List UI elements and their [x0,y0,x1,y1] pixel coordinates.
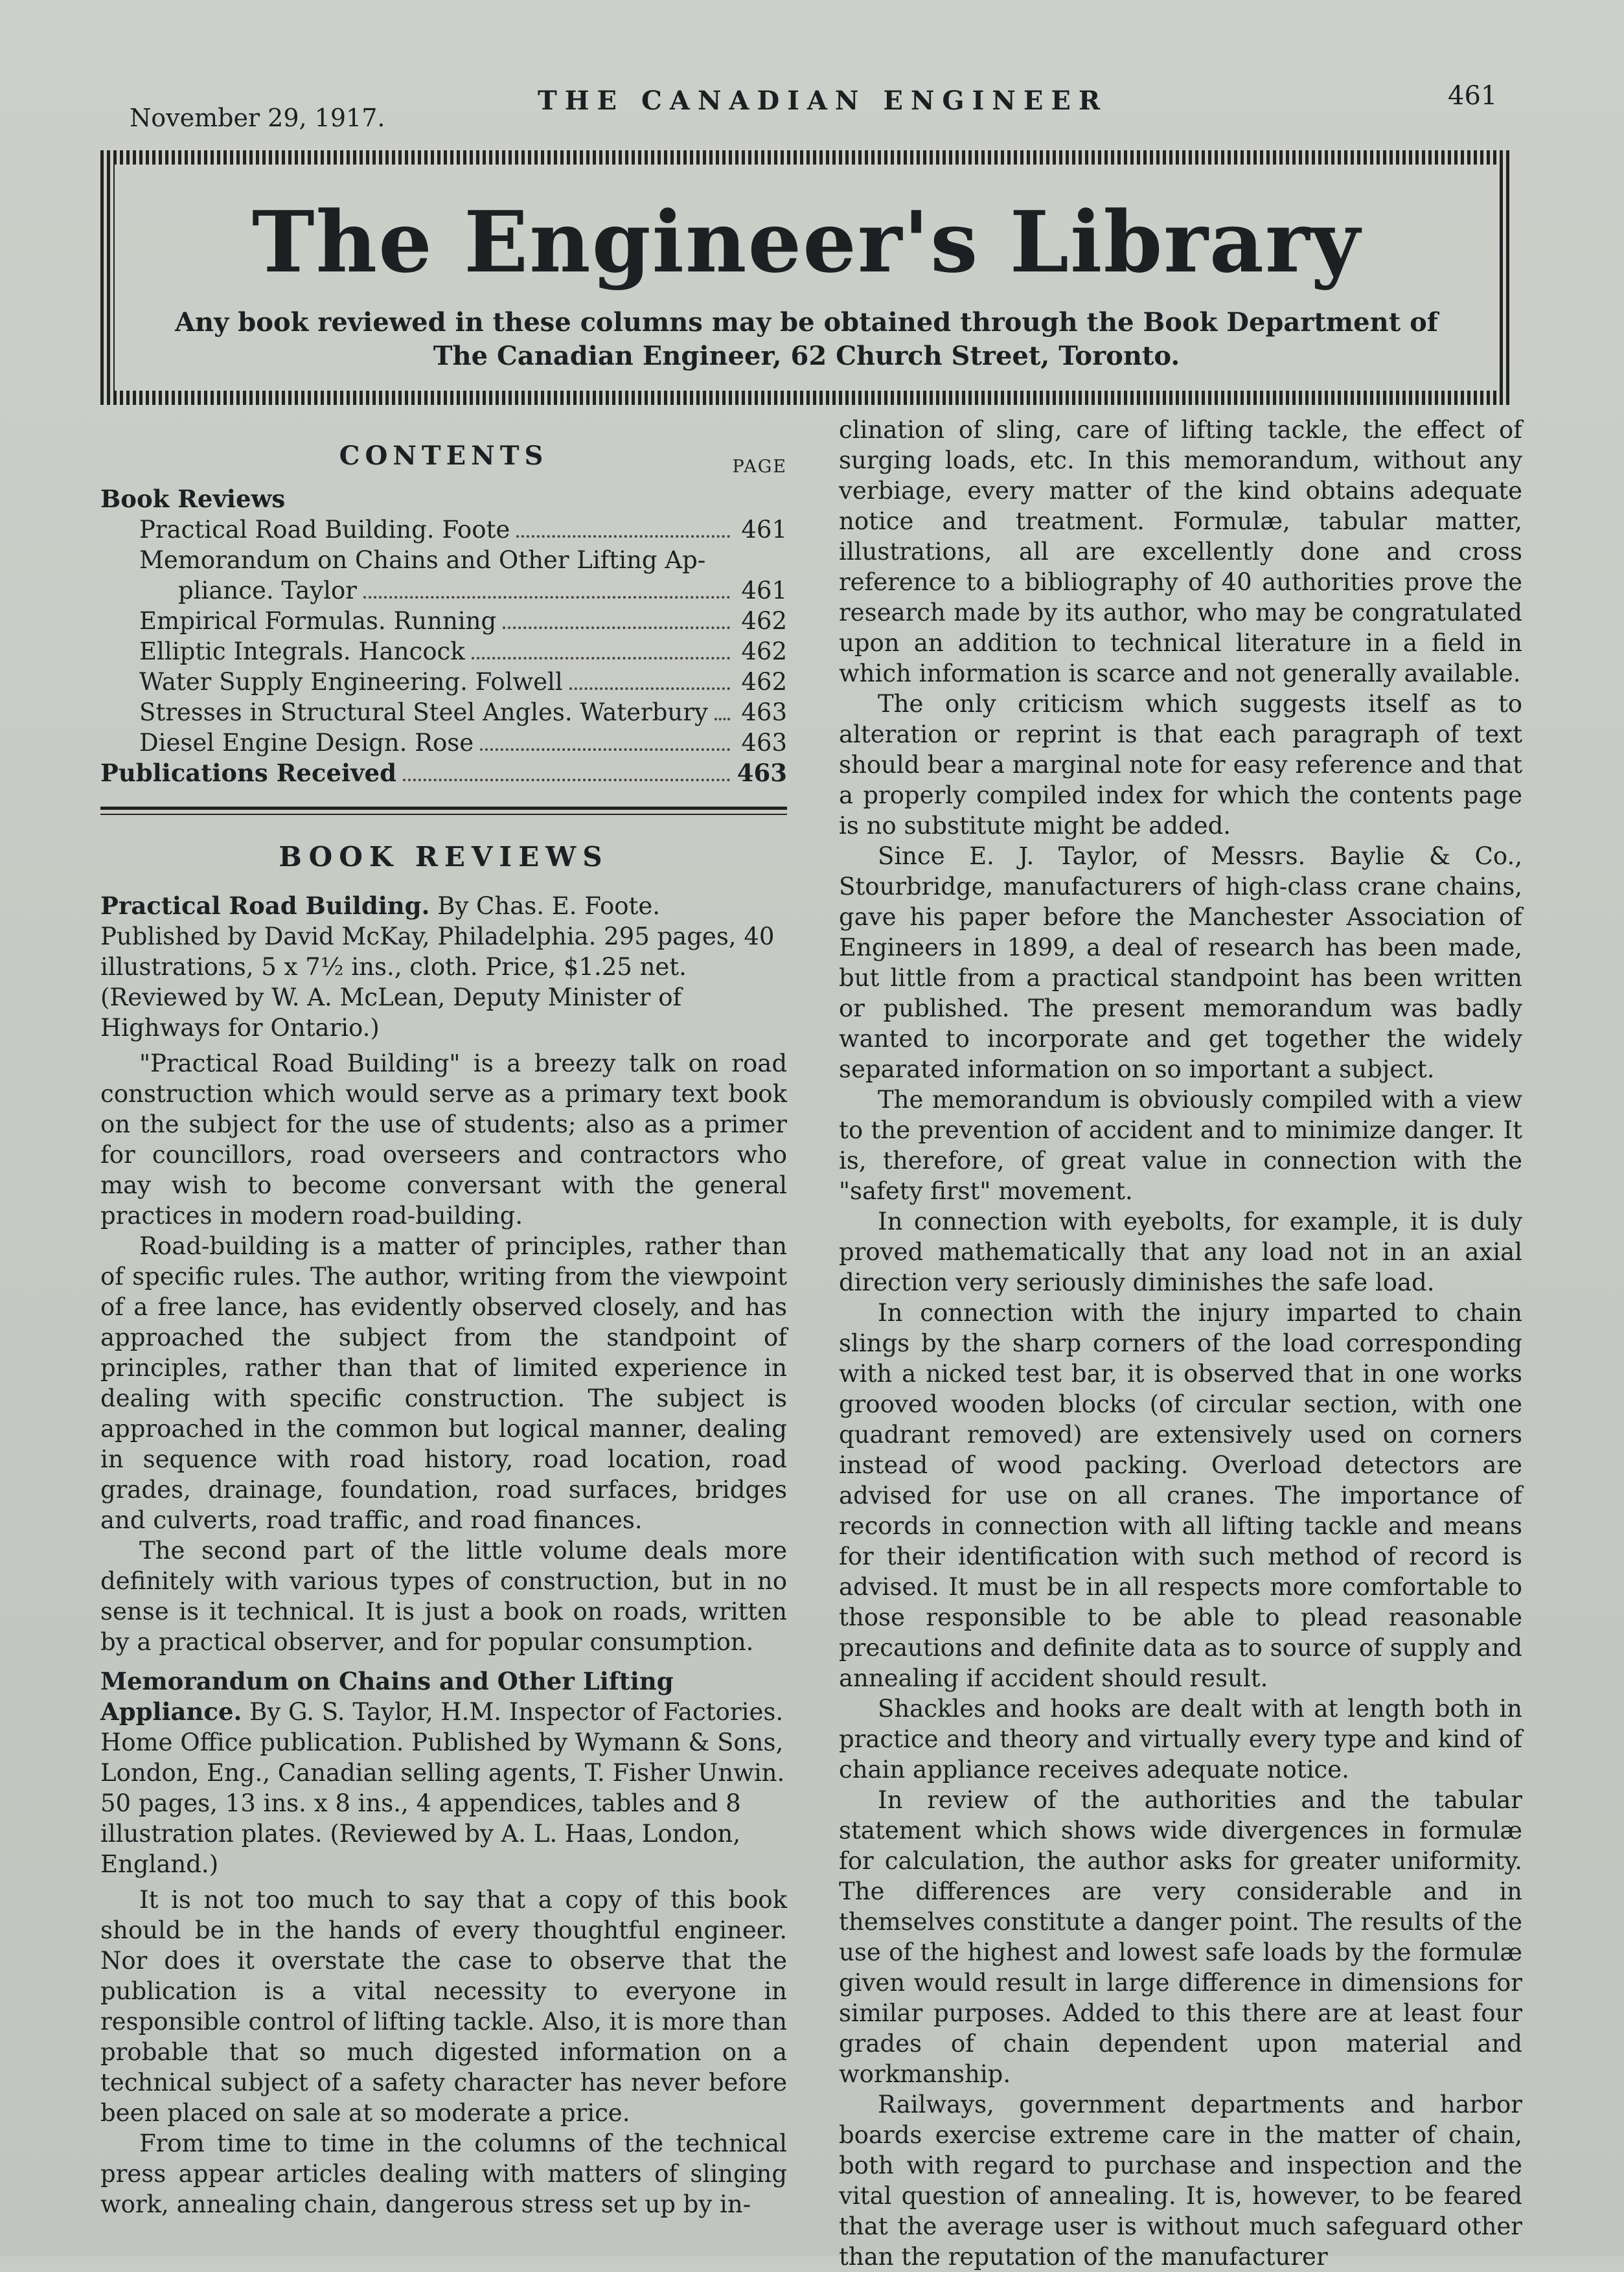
right-column [839,415,1522,2271]
paragraph: The only criticism which suggests itself as to alteration or reprint is that each paragraph of text should bear a marginal note for easy reference and that a properly compiled index for which the contents page is no substitute might be added. [839,690,1522,840]
page-number: 461 [1448,81,1498,111]
paragraph: The second part of the little volume deals more definitely with various types of construction, but in no sense is it technical. It is just a book on roads, written by a practical observer, and for popular consumption. [100,1537,787,1656]
left-column [100,428,787,2235]
banner-subtitle-line1: Any book reviewed in these columns may be obtained through the Book Department of [175,307,1438,338]
review-book-title: Practical Road Building. [100,891,430,920]
paragraph: Road-building is a matter of principles, rather than of specific rules. The author, writing from the viewpoint of a free lance, has evidently observed closely, and has approached the subject from the standpoint of principles, rather than that of limited experience in dealing with specific construction. The subject is approached in the common but logical manner, dealing in sequence with road history, road location, road grades, drainage, foundation, road surfaces, bridges and culverts, road traffic, and road finances. [100,1232,787,1534]
review-heading-chains [100,1666,787,1879]
toc-item: Empirical Formulas. Running 462 [139,607,787,635]
issue-date: November 29, 1917. [130,104,385,132]
paragraph: In review of the authorities and the tabular statement which shows wide divergences in formulæ for calculation, the author asks for greater uniformity. The differences are very considerable and in themselves constitute a danger point. The results of the use of the highest and lowest safe loads by the formulæ given would result in large difference in dimensions for similar purposes. Added to this there are at least four grades of chain dependent upon material and workmanship. [839,1786,1522,2088]
paragraph: "Practical Road Building" is a breezy talk on road construction which would serve as a primary text book on the subject for the use of students; also as a primer for councillors, road overseers and contractors who may wish to become conversant with the general practices in modern road-building. [100,1050,787,1230]
paragraph: Railways, government departments and harbor boards exercise extreme care in the matter of chain, both with regard to purchase and inspection and the vital question of annealing. It is, however, to be feared that the average user is without much safeguard other than the reputation of the manufacturer [839,2091,1522,2271]
review-body-road-building [100,1048,787,1657]
running-header [0,71,1624,132]
journal-name: THE CANADIAN ENGINEER [538,86,1108,116]
book-reviews-heading: BOOK REVIEWS [279,841,609,873]
toc-item: Memorandum on Chains and Other Lifting Ap- [139,546,706,574]
review-book-title: Memorandum on Chains and Other Lifting Appliance. [100,1667,674,1726]
contents-heading: CONTENTS [339,441,549,471]
review-book-details: By Chas. E. Foote. Published by David McKay, Philadelphia. 295 pages, 40 illustrations, 5 x 7½ ins., cloth. Price, $1.25 net. (Reviewed by W. A. McLean, Deputy Minister of Highways for Ontario.) [100,892,775,1042]
toc-item: Practical Road Building. Foote 461 [139,516,787,544]
banner-title: The Engineer's Library [251,192,1362,292]
toc-item: Diesel Engine Design. Rose 463 [139,729,787,757]
banner-subtitle-line2: The Canadian Engineer, 62 Church Street, Toronto. [433,341,1180,371]
divider-rule-thin [100,814,787,815]
paragraph: The memorandum is obviously compiled with a view to the prevention of accident and to minimize danger. It is, therefore, of great value in connection with the "safety first" movement. [839,1086,1522,1205]
toc-item: Elliptic Integrals. Hancock 462 [139,637,787,665]
divider-rule [100,807,787,810]
toc-item: Water Supply Engineering. Folwell 462 [139,668,787,696]
paragraph: From time to time in the columns of the technical press appear articles dealing with matters of slinging work, annealing chain, dangerous stress set up by in- [100,2129,787,2218]
paragraph: It is not too much to say that a copy of this book should be in the hands of every thoughtful engineer. Nor does it overstate the case to observe that the publication is a vital necessity to everyone in responsible control of lifting tackle. Also, it is more than probable that so much digested information on a technical subject of a safety character has never before been placed on sale at so moderate a price. [100,1886,787,2127]
review-body-chains-left [100,1885,787,2220]
toc-section-publications: Publications Received 463 [100,759,787,787]
library-banner [100,150,1513,405]
toc-item: pliance. Taylor 461 [178,577,787,604]
toc-section-book-reviews: Book Reviews [100,485,286,513]
paragraph: Since E. J. Taylor, of Messrs. Baylie & Co., Stourbridge, manufacturers of high-class crane chains, gave his paper before the Manchester Association of Engineers in 1899, a deal of research has been made, but little from a practical standpoint has been written or published. The present memorandum was badly wanted to incorporate and get together the widely separated information on so important a subject. [839,842,1522,1083]
paragraph: In connection with eyebolts, for example, it is duly proved mathematically that any load not in an axial direction very seriously diminishes the safe load. [839,1208,1522,1296]
table-of-contents [100,457,787,788]
review-heading-road-building [100,891,787,1043]
toc-page-label: PAGE [732,457,787,477]
paragraph: Shackles and hooks are dealt with at length both in practice and theory and virtually every type and kind of chain appliance receives adequate notice. [839,1695,1522,1784]
review-book-details: By G. S. Taylor, H.M. Inspector of Factories. Home Office publication. Published by Wymann & Sons, London, Eng., Canadian selling agents, T. Fisher Unwin. 50 pages, 13 ins. x 8 ins., 4 appendices, tables and 8 illustration plates. (Reviewed by A. L. Haas, London, England.) [100,1698,785,1878]
paragraph: In connection with the injury imparted to chain slings by the sharp corners of the load corresponding with a nicked test bar, it is observed that in one works grooved wooden blocks (of circular section, with one quadrant removed) are extensively used on corners instead of wood packing. Overload detectors are advised for use on all cranes. The importance of records in connection with all lifting tackle and means for their identification with such method of record is advised. It must be in all respects more comfortable to those responsible to be able to plead reasonable precautions and definite data as to source of supply and annealing if accident should result. [839,1299,1522,1692]
review-body-chains-right [839,415,1522,2272]
paragraph-continued: clination of sling, care of lifting tackle, the effect of surging loads, etc. In this memorandum, without any verbiage, every matter of the kind obtains adequate notice and treatment. Formulæ, tabular matter, illustrations, all are excellently done and cross reference to a bibliography of 40 authorities prove the research made by its author, who may be congratulated upon an addition to technical literature in a field in which information is scarce and not generally available. [839,416,1522,687]
toc-item: Stresses in Structural Steel Angles. Waterbury 463 [139,698,787,726]
